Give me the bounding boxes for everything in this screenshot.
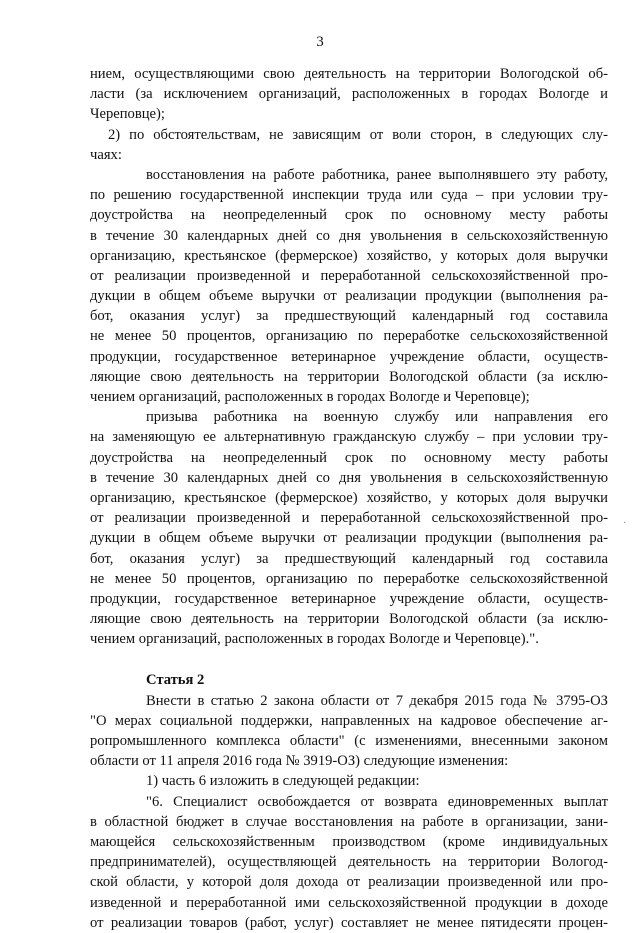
text-line: на заменяющую ее альтернативную гражданскую службу – при условии тру- — [90, 429, 608, 446]
text-line: дукции в общем объеме выручки от реализации продукции (выполнения ра- — [90, 530, 608, 547]
text-line: ляющие свою деятельность на территории Вологодской области (за исклю- — [90, 368, 608, 385]
page-number: 3 — [316, 34, 324, 50]
text-line: Внести в статью 2 закона области от 7 декабря 2015 года № 3795-ОЗ — [146, 692, 608, 709]
text-line: области от 11 апреля 2016 года № 3919-ОЗ) следующие изменения: — [90, 753, 509, 770]
text-line: в течение 30 календарных дней со дня увольнения в сельскохозяйственную — [90, 469, 608, 486]
text-line: "6. Специалист освобождается от возврата единовременных выплат — [146, 793, 608, 810]
text-line: "О мерах социальной поддержки, направленных на кадровое обеспечение аг- — [90, 712, 608, 729]
text-line: восстановления на работе работника, ранее выполнявшего эту работу, — [146, 166, 608, 183]
article-heading: Статья 2 — [146, 672, 205, 689]
paragraph-gap — [90, 649, 608, 670]
text-line: изведенной и переработанной ими сельскохозяйственной продукции в доходе — [90, 894, 608, 911]
text-line: ляющие свою деятельность на территории Вологодской области (за исклю- — [90, 611, 608, 628]
text-line: бот, оказания услуг) за предшествующий календарный год составила — [90, 550, 608, 567]
text-line: бот, оказания услуг) за предшествующий календарный год составила — [90, 308, 608, 325]
text-line: организацию, крестьянское (фермерское) хозяйство, у которых доля выручки — [90, 489, 608, 506]
text-line: доустройства на неопределенный срок по основному месту работы — [90, 207, 608, 224]
text-line: организацию, крестьянское (фермерское) хозяйство, у которых доля выручки — [90, 247, 608, 264]
text-line: мающейся сельскохозяйственным производством (кроме индивидуальных — [90, 833, 608, 850]
text-line: ской области, у которой доля дохода от реализации произведенной или про- — [90, 874, 608, 891]
text-line: в течение 30 календарных дней со дня увольнения в сельскохозяйственную — [90, 227, 608, 244]
text-line: от реализации произведенной и переработанной сельскохозяйственной про- — [90, 267, 608, 284]
text-line: не менее 50 процентов, организацию по переработке сельскохозяйственной — [90, 328, 608, 345]
text-line: ласти (за исключением организаций, расположенных в городах Вологде и — [90, 86, 608, 103]
text-line: от реализации товаров (работ, услуг) составляет не менее пятидесяти процен- — [90, 914, 608, 931]
text-line: в областной бюджет в случае восстановления на работе в организации, зани- — [90, 813, 608, 830]
text-line: продукции, государственное ветеринарное учреждение области, осуществ- — [90, 590, 608, 607]
text-line: не менее 50 процентов, организацию по переработке сельскохозяйственной — [90, 570, 608, 587]
text-line: дукции в общем объеме выручки от реализации продукции (выполнения ра- — [90, 288, 608, 305]
text-line: ропромышленного комплекса области" (с изменениями, внесенными законом — [90, 733, 608, 749]
text-line: 2) по обстоятельствам, не зависящим от воли сторон, в следующих слу- — [108, 126, 608, 143]
text-line: доустройства на неопределенный срок по основному месту работы — [90, 449, 608, 466]
text-line: продукции, государственное ветеринарное учреждение области, осуществ- — [90, 348, 608, 365]
text-line: 1) часть 6 изложить в следующей редакции: — [146, 773, 420, 790]
document-body — [90, 64, 608, 933]
text-line: по решению государственной инспекции труда или суда – при условии тру- — [90, 187, 608, 204]
text-line: чением организаций, расположенных в городах Вологде и Череповце).". — [90, 631, 539, 648]
scan-mark: · — [623, 518, 627, 529]
text-line: призыва работника на военную службу или направления его — [146, 409, 608, 426]
text-line: предпринимателей), осуществляющей деятельность на территории Вологод- — [90, 854, 608, 871]
text-line: нием, осуществляющими свою деятельность на территории Вологодской об- — [90, 66, 608, 82]
text-line: чением организаций, расположенных в городах Вологде и Череповце); — [90, 389, 530, 405]
text-line: от реализации произведенной и переработанной сельскохозяйственной про- — [90, 510, 608, 527]
text-line: чаях: — [90, 146, 122, 163]
text-line: Череповце); — [90, 106, 165, 123]
